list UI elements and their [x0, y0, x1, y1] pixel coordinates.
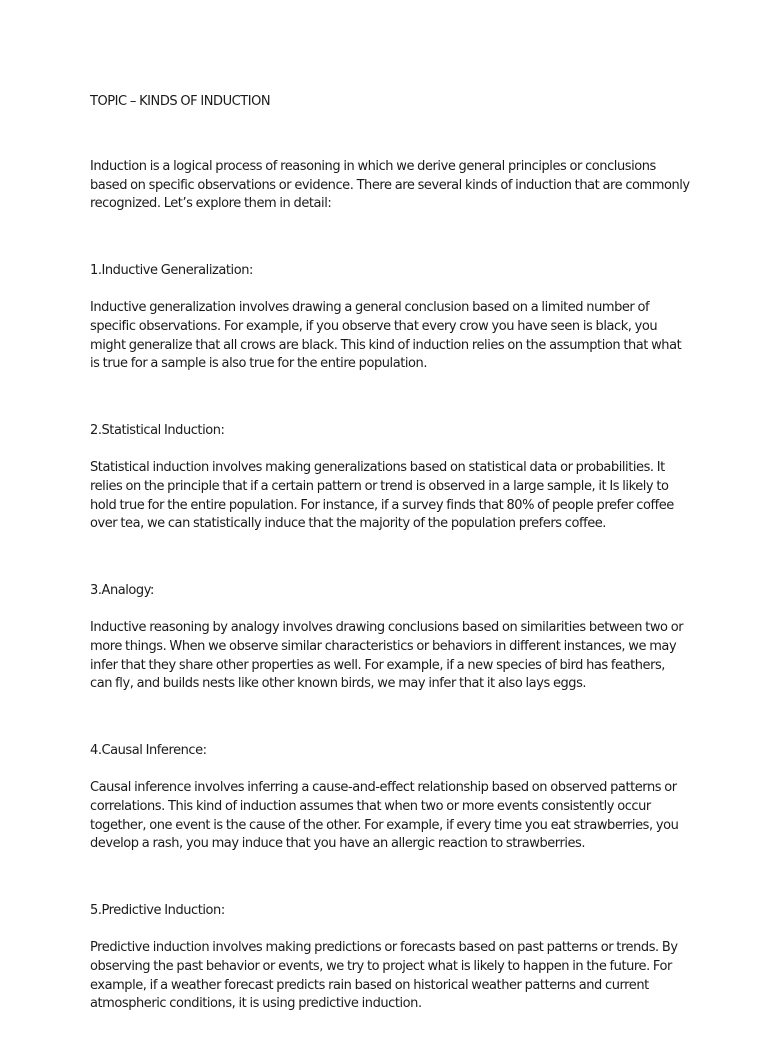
document-content	[90, 93, 690, 1062]
section-causal-inference	[90, 742, 690, 854]
document-title: TOPIC – KINDS OF INDUCTION	[90, 94, 271, 109]
section-heading: 1.Inductive Generalization:	[90, 263, 253, 279]
section-body: Predictive induction involves making predictions or forecasts based on past patterns or trends. By observing the past behavior or events, we try to project what is likely to happen in the future. For example, if a weather forecast predicts rain based on historical weather patterns and current atmospheric conditions, it is using predictive induction.	[90, 939, 678, 1012]
section-inductive-generalization	[90, 262, 690, 374]
section-heading: 5.Predictive Induction:	[90, 903, 225, 919]
section-heading: 3.Analogy:	[90, 583, 154, 599]
section-body: Statistical induction involves making generalizations based on statistical data or probabilities. It relies on the principle that if a certain pattern or trend is observed in a large sample, it Is likely to hold true for the entire population. For instance, if a survey finds that 80% of people prefer coffee over tea, we can statistically induce that the majority of the population prefers coffee.	[90, 459, 674, 532]
section-statistical-induction	[90, 422, 690, 534]
section-predictive-induction	[90, 902, 690, 1014]
section-heading: 4.Causal Inference:	[90, 743, 207, 759]
intro-paragraph: Induction is a logical process of reasoning in which we derive general principles or conclusions based on specific observations or evidence. There are several kinds of induction that are commonly recognized. Let’s explore them in detail:	[90, 158, 690, 212]
section-analogy	[90, 582, 690, 694]
section-body: Causal inference involves inferring a cause-and-effect relationship based on observed patterns or correlations. This kind of induction assumes that when two or more events consistently occur together, one event is the cause of the other. For example, if every time you eat strawberries, you develop a rash, you may induce that you have an allergic reaction to strawberries.	[90, 779, 679, 852]
section-body: Inductive generalization involves drawing a general conclusion based on a limited number of specific observations. For example, if you observe that every crow you have seen is black, you might generalize that all crows are black. This kind of induction relies on the assumption that what is true for a sample is also true for the entire population.	[90, 299, 682, 372]
section-heading: 2.Statistical Induction:	[90, 423, 225, 439]
section-body: Inductive reasoning by analogy involves drawing conclusions based on similarities between two or more things. When we observe similar characteristics or behaviors in different instances, we may infer that they share other properties as well. For example, if a new species of bird has feathers, can fly, and builds nests like other known birds, we may infer that it also lays eggs.	[90, 619, 684, 692]
